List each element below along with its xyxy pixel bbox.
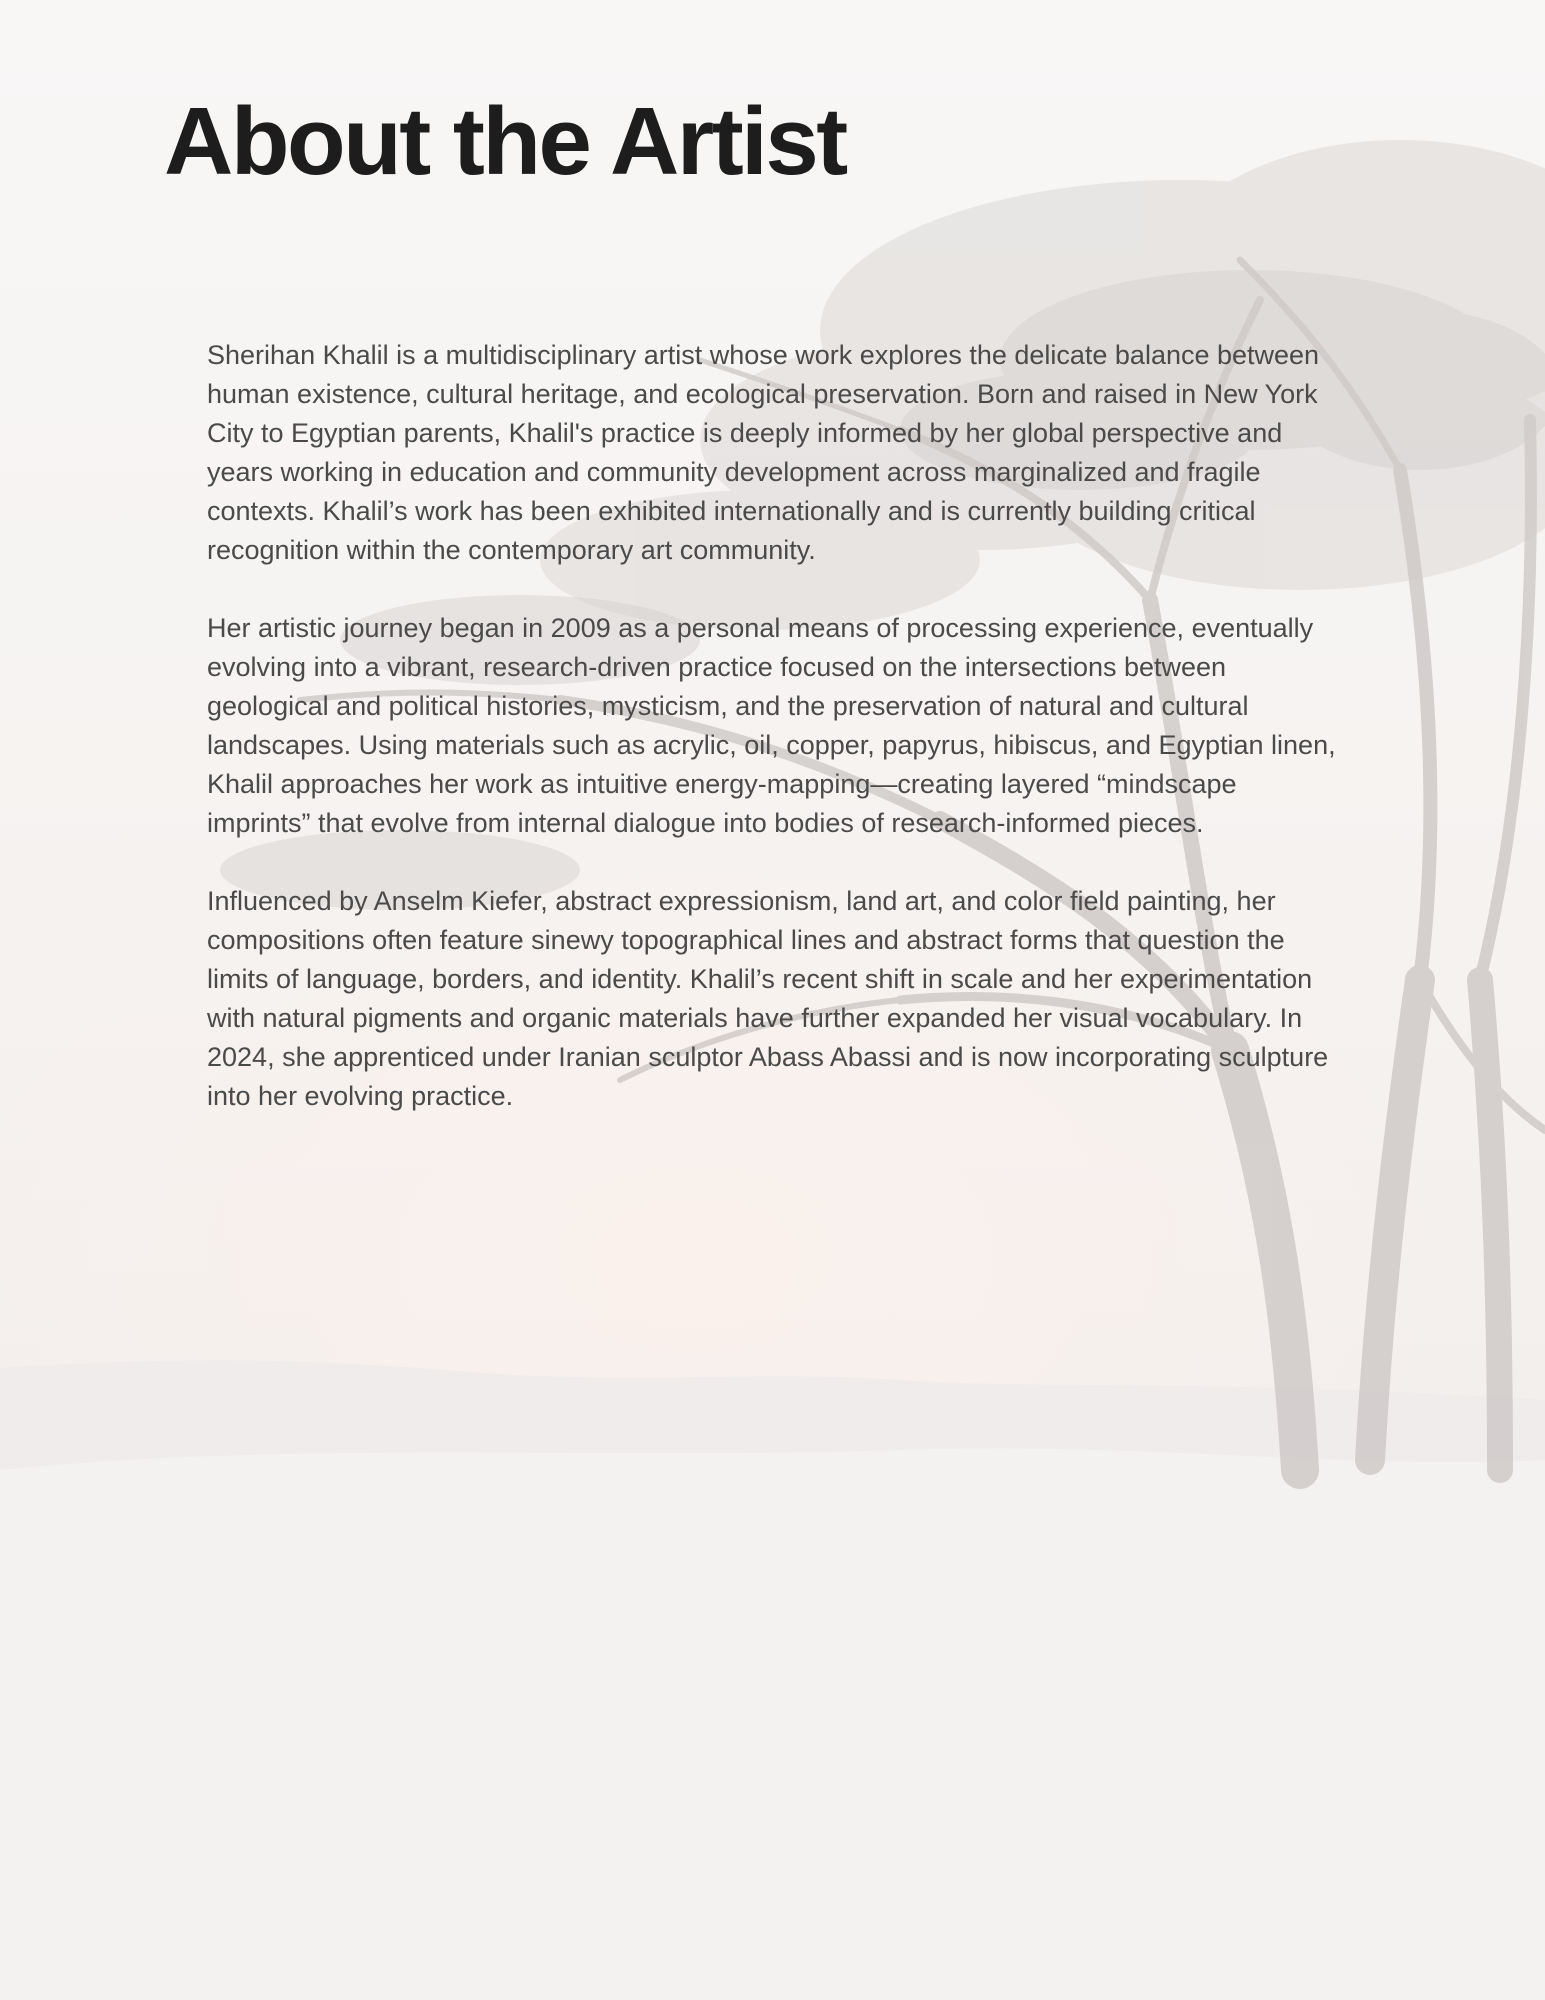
bio-paragraph: Sherihan Khalil is a multidisciplinary artist whose work explores the delicate balance between human existence, cultural heritage, and ecological preservation. Born and raised in New York City to Egyptian parents, Khalil's practice is deeply informed by her global perspective and years working in education and community development across marginalized and fragile contexts. Khalil’s work has been exhibited internationally and is currently building critical recognition within the contemporary art community. (207, 340, 1320, 565)
bio-paragraph: Her artistic journey began in 2009 as a personal means of processing experience, eventually evolving into a vibrant, research-driven practice focused on the intersections between geological and political histories, mysticism, and the preservation of natural and cultural landscapes. Using materials such as acrylic, oil, copper, papyrus, hibiscus, and Egyptian linen, Khalil approaches her work as intuitive energy-mapping—creating layered “mindscape imprints” that evolve from internal dialogue into bodies of research-informed pieces. (207, 613, 1336, 838)
foreground-sand (0, 1449, 1545, 2000)
bio-paragraph: Influenced by Anselm Kiefer, abstract expressionism, land art, and color field painting, her compositions often feature sinewy topographical lines and abstract forms that question the limits of language, borders, and identity. Khalil’s recent shift in scale and her experimentation with natural pigments and organic materials have further expanded her visual vocabulary. In 2024, she apprenticed under Iranian sculptor Abass Abassi and is now incorporating sculpture into her evolving practice. (207, 886, 1329, 1111)
page-title: About the Artist (164, 88, 846, 195)
artist-bio (207, 336, 1347, 1155)
